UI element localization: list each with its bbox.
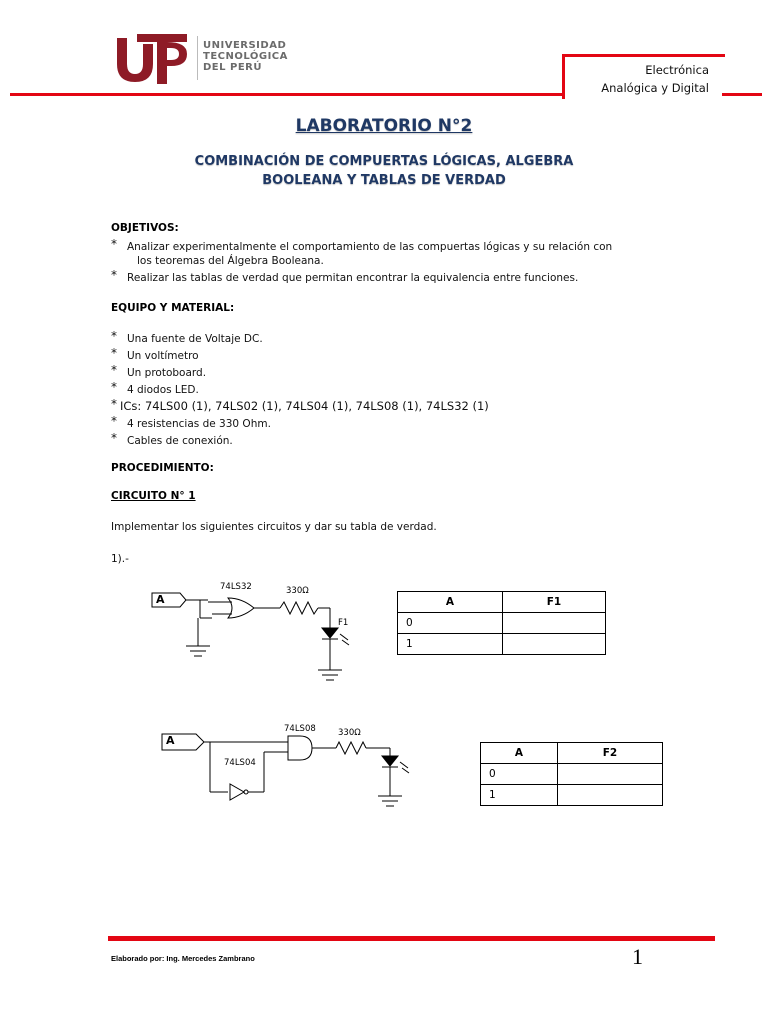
table-row (481, 743, 663, 764)
item-number: 1).- (111, 553, 129, 565)
objective-bullet-1: * (111, 237, 117, 251)
equipment-item-7: Cables de conexión. (127, 435, 233, 447)
subtitle-line-1: COMBINACIÓN DE COMPUERTAS LÓGICAS, ALGEBRA (194, 154, 574, 169)
header-rule-right (722, 93, 762, 96)
equipment-item (111, 364, 117, 378)
equipment-item (111, 415, 117, 429)
table-cell: 0 (398, 613, 503, 634)
utp-logo-icon (113, 30, 193, 88)
subtitle-line-2: BOOLEANA Y TABLAS DE VERDAD (262, 173, 506, 188)
equipment-item-3: Un protoboard. (127, 367, 207, 379)
table-row (398, 613, 606, 634)
equipment-item-5: ICs: 74LS00 (1), 74LS02 (1), 74LS04 (1), 74LS08 (1), 74LS32 (1) (120, 399, 489, 413)
equipment-bullet: * (111, 346, 117, 360)
table-row (481, 785, 663, 806)
objective-1-line-2: los teoremas del Álgebra Booleana. (137, 255, 324, 267)
header-rule (10, 93, 562, 96)
equipment-item (111, 398, 117, 412)
equipment-item-1: Una fuente de Voltaje DC. (127, 333, 263, 345)
objectives-heading: OBJETIVOS: (111, 222, 179, 234)
equipment-bullet: * (111, 329, 117, 343)
course-label-box (562, 54, 725, 99)
table-row (481, 764, 663, 785)
table-cell: 1 (398, 634, 503, 655)
circuit-2-and-gate-label: 74LS08 (284, 724, 316, 734)
equipment-item-6: 4 resistencias de 330 Ohm. (127, 418, 271, 430)
table-cell: 0 (481, 764, 558, 785)
circuit-2-resistor-label: 330Ω (338, 728, 361, 738)
truth-table-2 (480, 742, 663, 806)
table-header-f1: F1 (503, 592, 606, 613)
objective-bullet-2: * (111, 268, 117, 282)
circuit-1-gate-label: 74LS32 (220, 582, 252, 592)
equipment-item (111, 347, 117, 361)
table-header-a: A (398, 592, 503, 613)
procedure-instruction: Implementar los siguientes circuitos y dar su tabla de verdad. (111, 521, 437, 533)
equipment-item (111, 381, 117, 395)
procedure-heading: PROCEDIMIENTO: (111, 462, 214, 474)
university-logo (113, 30, 313, 88)
footer-rule (108, 936, 715, 941)
course-line-1: Electrónica (645, 63, 709, 77)
truth-table-1 (397, 591, 606, 655)
circuit-heading: CIRCUITO N° 1 (111, 490, 196, 502)
equipment-item (111, 432, 117, 446)
page-title: LABORATORIO N°2 (295, 116, 473, 136)
table-header-f2: F2 (558, 743, 663, 764)
equipment-item-2: Un voltímetro (127, 350, 199, 362)
university-name-line-3: DEL PERÚ (203, 62, 262, 73)
equipment-item (111, 330, 117, 344)
page-number: 1 (632, 944, 643, 969)
objective-2-line-1: Realizar las tablas de verdad que permitan encontrar la equivalencia entre funciones. (127, 272, 579, 284)
equipment-bullet: * (111, 397, 117, 411)
circuit-1-resistor-label: 330Ω (286, 586, 309, 596)
university-name-line-1: UNIVERSIDAD (203, 40, 287, 51)
table-cell (558, 785, 663, 806)
objective-1-line-1: Analizar experimentalmente el comportamiento de las compuertas lógicas y su relación con (127, 241, 613, 253)
course-line-2: Analógica y Digital (601, 81, 709, 95)
equipment-bullet: * (111, 363, 117, 377)
table-row (398, 592, 606, 613)
equipment-bullet: * (111, 380, 117, 394)
table-header-a: A (481, 743, 558, 764)
table-cell (558, 764, 663, 785)
table-cell: 1 (481, 785, 558, 806)
circuit-2-input-label: A (166, 734, 175, 747)
table-row (398, 634, 606, 655)
university-name-line-2: TECNOLÓGICA (203, 51, 288, 62)
equipment-bullet: * (111, 414, 117, 428)
circuit-1-output-label: F1 (338, 618, 349, 628)
equipment-item-4: 4 diodos LED. (127, 384, 199, 396)
circuit-2-not-gate-label: 74LS04 (224, 758, 256, 768)
table-cell (503, 634, 606, 655)
table-cell (503, 613, 606, 634)
circuit-2-schematic (160, 720, 420, 810)
footer-author: Elaborado por: Ing. Mercedes Zambrano (111, 954, 255, 963)
circuit-1-schematic (150, 578, 370, 688)
circuit-1-input-label: A (156, 593, 165, 606)
equipment-heading: EQUIPO Y MATERIAL: (111, 302, 235, 314)
equipment-bullet: * (111, 431, 117, 445)
